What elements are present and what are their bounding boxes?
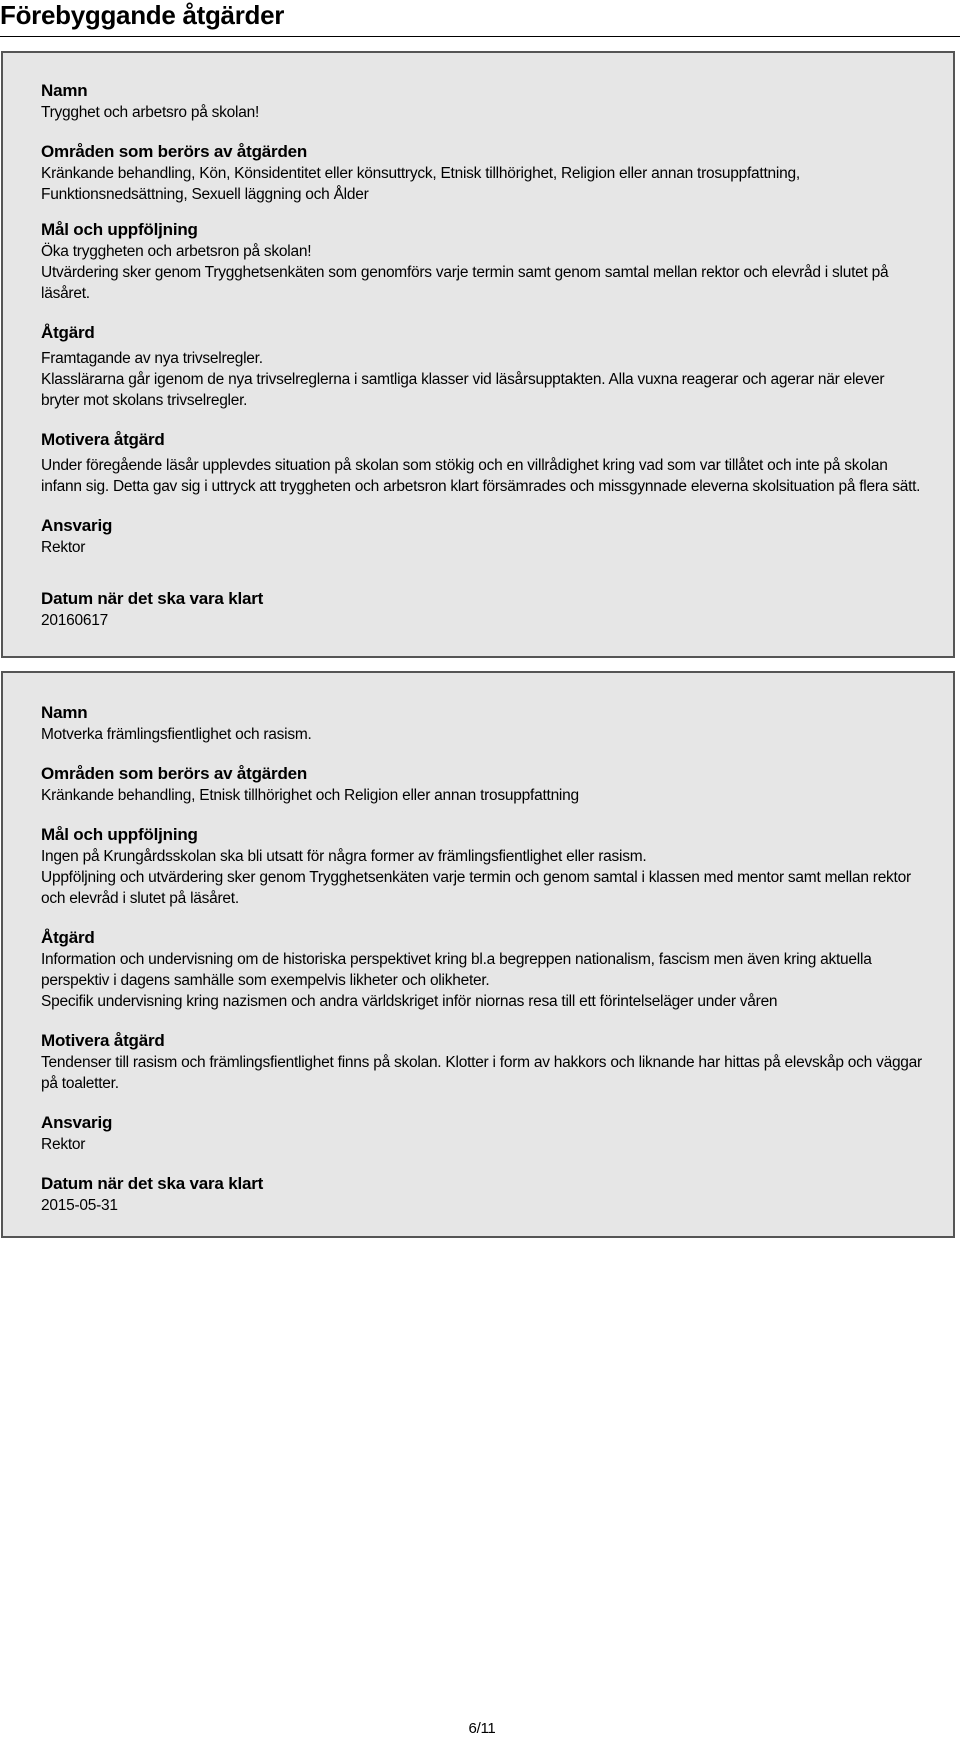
areas-label: Områden som berörs av åtgärden [41,764,308,783]
motivation-value: Tendenser till rasism och främlingsfientlighet finns på skolan. Klotter i form av hakkors och liknande har hittas på elevskåp och väggar på toaletter. [41,1054,922,1092]
action-field [41,927,923,1012]
goal-label: Mål och uppföljning [41,220,198,239]
responsible-field [41,515,923,558]
action-label: Åtgärd [41,323,95,342]
date-label: Datum när det ska vara klart [41,1174,264,1193]
measure-name-field [41,80,923,123]
goal-line: Öka tryggheten och arbetsron på skolan! [41,243,312,260]
goal-field [41,219,923,304]
action-line: Specifik undervisning kring nazismen och andra världskriget inför niornas resa till ett förintelseläger under våren [41,993,778,1010]
action-line: Framtagande av nya trivselregler. [41,350,263,367]
responsible-label: Ansvarig [41,1113,113,1132]
areas-value: Kränkande behandling, Etnisk tillhörighet och Religion eller annan trosuppfattning [41,787,579,804]
responsible-field [41,1112,923,1155]
motivation-label: Motivera åtgärd [41,1031,165,1050]
areas-field [41,763,923,806]
date-label: Datum när det ska vara klart [41,589,264,608]
motivation-label: Motivera åtgärd [41,430,165,449]
action-label: Åtgärd [41,928,95,947]
areas-field [41,141,923,205]
responsible-label: Ansvarig [41,516,113,535]
goal-line: Uppföljning och utvärdering sker genom Trygghetsenkäten varje termin och genom samtal i klassen med mentor samt mellan rektor och elevråd i slutet på läsåret. [41,869,911,907]
name-value: Trygghet och arbetsro på skolan! [41,104,260,121]
page-number: 6/11 [468,1720,496,1737]
measure-card-1 [1,51,955,658]
goal-line: Ingen på Krungårdsskolan ska bli utsatt för några former av främlingsfientlighet eller rasism. [41,848,647,865]
responsible-value: Rektor [41,1136,86,1153]
motivation-field [41,429,923,497]
areas-label: Områden som berörs av åtgärden [41,142,308,161]
name-value: Motverka främlingsfientlighet och rasism. [41,726,312,743]
measure-name-field [41,702,923,745]
date-field [41,1173,923,1216]
action-field [41,322,923,411]
action-line: Information och undervisning om de historiska perspektivet kring bl.a begreppen nationalism, fascism men även kring aktuella perspektiv i dagens samhälle som exempelvis likheter och olikheter. [41,951,872,989]
title-divider [0,36,960,37]
areas-value: Kränkande behandling, Kön, Könsidentitet eller könsuttryck, Etnisk tillhörighet, Religion eller annan trosuppfattning, Funktionsnedsättning, Sexuell läggning och Ålder [41,165,800,203]
measure-card-2 [1,671,955,1238]
date-field [41,588,923,631]
goal-field [41,824,923,909]
name-label: Namn [41,81,88,100]
motivation-field [41,1030,923,1094]
motivation-value: Under föregående läsår upplevdes situation på skolan som stökig och en villrådighet kring vad som var tillåtet och inte på skolan infann sig. Detta gav sig i uttryck att tryggheten och arbetsron klart försämrades och missgynnade eleverna skolsituation på flera sätt. [41,457,921,495]
action-line: Klasslärarna går igenom de nya trivselreglerna i samtliga klasser vid läsårsupptakten. Alla vuxna reagerar och agerar när elever bryter mot skolans trivselregler. [41,371,885,409]
date-value: 2015-05-31 [41,1197,118,1214]
date-value: 20160617 [41,612,108,629]
name-label: Namn [41,703,88,722]
responsible-value: Rektor [41,539,86,556]
page-title: Förebyggande åtgärder [0,0,285,30]
goal-label: Mål och uppföljning [41,825,198,844]
goal-line: Utvärdering sker genom Trygghetsenkäten som genomförs varje termin samt genom samtal mellan rektor och elevråd i slutet på läsåret. [41,264,889,302]
